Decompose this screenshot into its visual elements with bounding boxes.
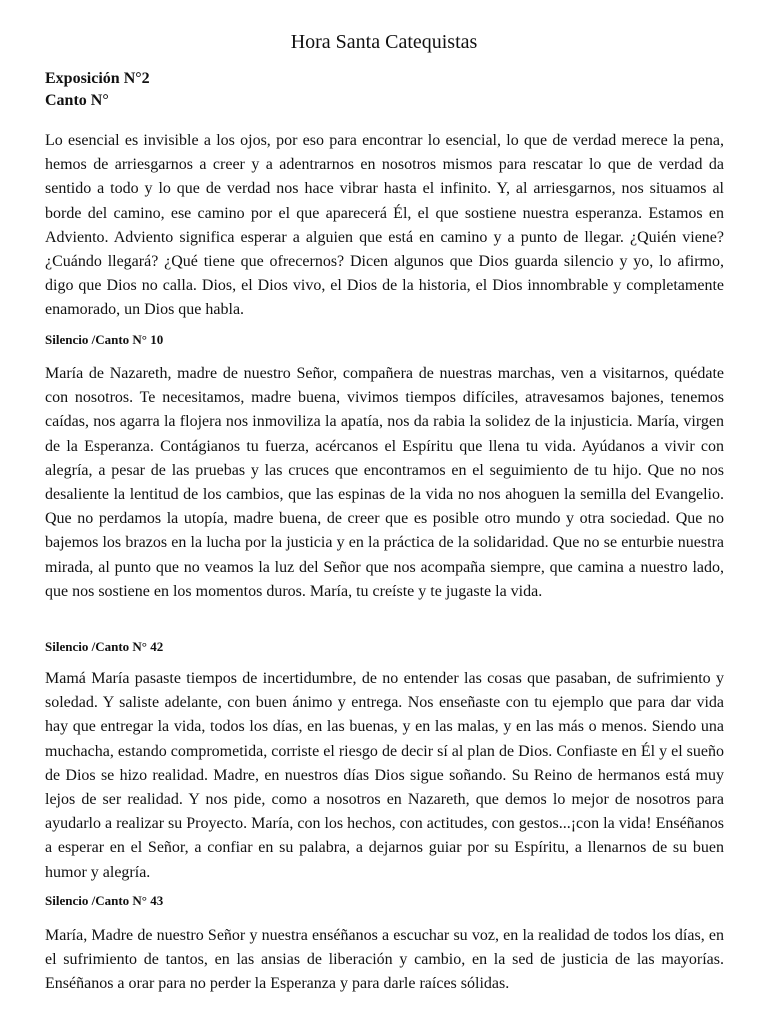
silence-canto-10: Silencio /Canto N° 10	[45, 332, 164, 347]
exposicion-heading: Exposición N°2	[45, 70, 150, 87]
paragraph-2: María de Nazareth, madre de nuestro Señor, compañera de nuestras marchas, ven a visitarnos, quédate con nosotros. Te necesitamos, madre buena, vivimos tiempos difíciles, atravesamos bajones, tenemos caídas, nos agarra la flojera nos inmoviliza la apatía, nos da rabia la solidez de la injusticia. María, virgen de la Esperanza. Contágianos tu fuerza, acércanos el Espíritu que llena tu vida. Ayúdanos a vivir con alegría, a pesar de las pruebas y las cruces que encontramos en el seguimiento de tu hijo. Que no nos desaliente la lentitud de los cambios, que las espinas de la vida no nos ahoguen la semilla del Evangelio. Que no perdamos la utopía, madre buena, de creer que es posible otro mundo y otra sociedad. Que no bajemos los brazos en la lucha por la justicia y en la práctica de la solidaridad. Que no se enturbie nuestra mirada, al punto que no veamos la luz del Señor que nos acompaña siempre, que camina a nuestro lado, que nos sostiene en los momentos duros. María, tu creíste y te jugaste la vida.	[45, 365, 724, 600]
silence-canto-42: Silencio /Canto N° 42	[45, 639, 164, 654]
paragraph-3: Mamá María pasaste tiempos de incertidumbre, de no entender las cosas que pasaban, de sufrimiento y soledad. Y saliste adelante, con buen ánimo y entrega. Nos enseñaste con tu ejemplo que para dar vida hay que entregar la vida, todos los días, en las buenas, y en las malas, y en las más o menos. Siendo una muchacha, estando comprometida, corriste el riesgo de decir sí al plan de Dios. Confiaste en Él y el sueño de Dios se hizo realidad. Madre, en nuestros días Dios sigue soñando. Su Reino de hermanos está muy lejos de ser realidad. Y nos pide, como a nosotros en Nazareth, que demos lo mejor de nosotros para ayudarlo a realizar su Proyecto. María, con los hechos, con actitudes, con gestos...¡con la vida! Enséñanos a esperar en el Señor, a confiar en su palabra, a dejarnos guiar por su Espíritu, a llenarnos de su buen humor y alegría.	[45, 670, 724, 881]
page-title: Hora Santa Catequistas	[290, 31, 478, 53]
silence-canto-43: Silencio /Canto N° 43	[45, 893, 164, 908]
canto-heading: Canto N°	[45, 92, 109, 109]
paragraph-1: Lo esencial es invisible a los ojos, por eso para encontrar lo esencial, lo que de verdad merece la pena, hemos de arriesgarnos a creer y a adentrarnos en nosotros mismos para rescatar lo que de verdad da sentido a todo y lo que de verdad nos hace vibrar hasta el infinito. Y, al arriesgarnos, nos situamos al borde del camino, ese camino por el que aparecerá Él, el que sostiene nuestra esperanza. Estamos en Adviento. Adviento significa esperar a alguien que está en camino y a punto de llegar. ¿Quién viene? ¿Cuándo llegará? ¿Qué tiene que ofrecernos? Dicen algunos que Dios guarda silencio y yo, lo afirmo, digo que Dios no calla. Dios, el Dios vivo, el Dios de la historia, el Dios innombrable y completamente enamorado, un Dios que habla.	[45, 132, 724, 319]
paragraph-4: María, Madre de nuestro Señor y nuestra enséñanos a escuchar su voz, en la realidad de todos los días, en el sufrimiento de tantos, en las ansias de liberación y cambio, en la sed de justicia de las mayorías. Enséñanos a orar para no perder la Esperanza y para darle raíces sólidas.	[45, 927, 724, 993]
